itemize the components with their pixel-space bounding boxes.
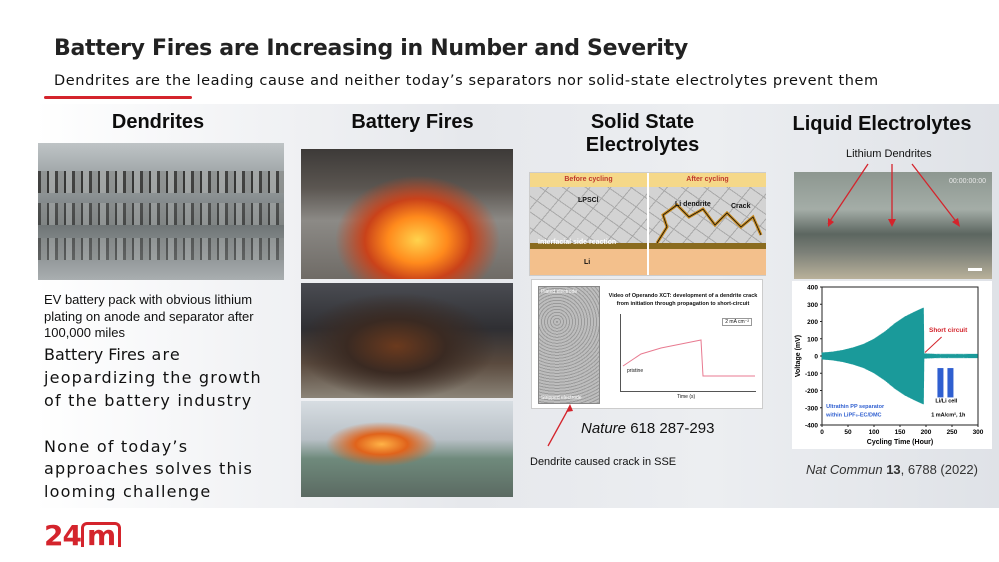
heading-battery-fires: Battery Fires — [351, 111, 474, 133]
body-line-3: of the battery industry — [44, 391, 253, 410]
dendrite-caption: EV battery pack with obvious lithium plating on anode and separator after 100,000 miles — [44, 292, 254, 340]
cell-bar — [937, 368, 943, 397]
lithium-dendrites-label: Lithium Dendrites — [846, 148, 932, 160]
x-tick-label: 50 — [844, 429, 852, 436]
li-label: Li — [584, 259, 591, 266]
body-line-1: Battery Fires are — [44, 345, 181, 364]
heading-liquid-electrolytes: Liquid Electrolytes — [792, 113, 972, 135]
voltage-trace — [822, 308, 977, 405]
page-title: Battery Fires are Increasing in Number and Severity — [54, 36, 688, 61]
interfacial-label: Interfacial side reaction — [538, 239, 617, 246]
voltage-chart — [792, 281, 992, 449]
li-dendrite-label: Li dendrite — [675, 201, 711, 208]
scale-bar — [968, 268, 982, 271]
y-tick-label: -400 — [804, 422, 818, 430]
x-axis-label: Cycling Time (Hour) — [866, 439, 934, 446]
voltage-chart-svg — [792, 281, 992, 449]
burned-car-photo — [301, 283, 513, 398]
y-tick-label: 400 — [807, 284, 818, 292]
y-tick-label: 200 — [807, 319, 818, 326]
xct-video-panel — [531, 279, 763, 409]
x-tick-label: 300 — [972, 429, 984, 436]
x-tick-label: 0 — [820, 429, 824, 436]
short-circuit-arrow — [925, 337, 942, 353]
subtitle-underline — [44, 96, 192, 99]
y-tick-label: -200 — [804, 388, 818, 395]
video-timestamp: 00:00:00:00 — [949, 178, 986, 185]
xct-voltage-plot: pristine 2 mA cm⁻² Time (s) — [620, 314, 756, 392]
lpsci-label: LPSCl — [578, 197, 599, 204]
car-fire-photo — [301, 149, 513, 279]
rate-label: 1 mA/cm², 1h — [931, 412, 966, 419]
body-line-4: None of today’s — [44, 437, 189, 456]
separator-label: Ultrathin PP separator — [826, 403, 885, 410]
body-line-6: looming challenge — [44, 482, 212, 501]
y-tick-label: 300 — [807, 301, 818, 309]
body-line-2: jeopardizing the growth — [44, 368, 262, 387]
sse-before-panel — [530, 173, 647, 275]
cell-label: Li/Li cell — [935, 398, 958, 405]
nat-commun-citation: Nat Commun 13, 6788 (2022) — [806, 462, 978, 477]
x-tick-label: 250 — [946, 429, 958, 436]
dendrite-photo — [38, 143, 284, 280]
heading-dendrites: Dendrites — [111, 111, 205, 133]
heading-solid-state: Solid State Electrolytes — [585, 111, 700, 156]
y-tick-label: 100 — [807, 336, 818, 344]
battery-storage-fire-photo — [301, 401, 513, 497]
x-tick-label: 150 — [894, 429, 906, 436]
sse-after-label: After cycling — [649, 173, 766, 187]
sse-after-panel — [649, 173, 766, 275]
short-circuit-label: Short circuit — [929, 326, 968, 334]
y-tick-label: -100 — [804, 370, 818, 378]
crack-label: Crack — [731, 203, 751, 210]
nature-citation: Nature 618 287-293 — [581, 420, 715, 437]
y-tick-label: -300 — [804, 405, 818, 413]
electrolyte-label: within LiPF₆-EC/DMC — [826, 412, 882, 419]
y-axis-label: Voltage (mV) — [795, 334, 802, 378]
cell-bar — [947, 368, 953, 397]
dendrite-crack-lines — [649, 187, 766, 249]
x-tick-label: 100 — [868, 429, 880, 436]
sse-diagram — [529, 172, 766, 276]
x-tick-label: 200 — [920, 429, 932, 436]
y-tick-label: 0 — [814, 353, 818, 361]
company-logo: 24 m — [44, 519, 121, 552]
page-subtitle: Dendrites are the leading cause and neither today’s separators nor solid-state electrolytes prevent them — [54, 73, 879, 89]
body-line-5: approaches solves this — [44, 459, 254, 478]
sse-caption-arrow — [540, 400, 580, 452]
sse-before-label: Before cycling — [530, 173, 647, 187]
xct-image: Plated electrode Stripped electrode — [538, 286, 600, 404]
sse-caption: Dendrite caused crack in SSE — [530, 456, 677, 468]
xct-title: Video of Operando XCT: development of a dendrite crack from initiation through propagation to short-circuit — [608, 293, 758, 307]
dendrite-arrows — [820, 160, 970, 230]
